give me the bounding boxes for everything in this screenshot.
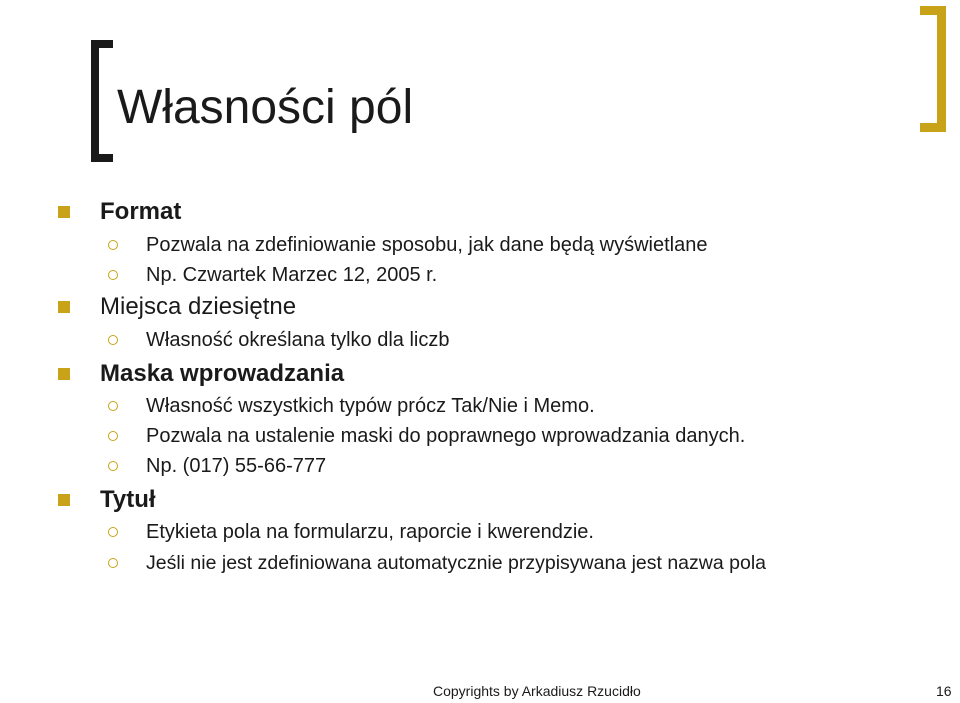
square-bullet-icon (58, 494, 70, 506)
subitem-text: Pozwala na ustalenie maski do poprawnego wprowadzania danych. (146, 425, 746, 447)
bullet-label: Tytuł (100, 486, 156, 513)
square-bullet-icon (58, 301, 70, 313)
subitem-text: Pozwala na zdefiniowanie sposobu, jak dane będą wyświetlane (146, 234, 708, 256)
ring-bullet-icon (108, 401, 118, 411)
ring-bullet-icon (108, 461, 118, 471)
right-bracket-decoration (920, 6, 946, 132)
ring-bullet-icon (108, 240, 118, 250)
ring-bullet-icon (108, 270, 118, 280)
square-bullet-icon (58, 206, 70, 218)
footer-copyright: Copyrights by Arkadiusz Rzucidło (433, 683, 641, 699)
square-bullet-icon (58, 368, 70, 380)
page-number: 16 (936, 683, 952, 699)
subitem-text: Np. Czwartek Marzec 12, 2005 r. (146, 264, 438, 286)
ring-bullet-icon (108, 335, 118, 345)
ring-bullet-icon (108, 558, 118, 568)
subitem-text: Własność określana tylko dla liczb (146, 329, 450, 351)
ring-bullet-icon (108, 527, 118, 537)
ring-bullet-icon (108, 431, 118, 441)
left-bracket-decoration (91, 40, 113, 162)
slide-title: Własności pól (117, 81, 414, 134)
subitem-text: Etykieta pola na formularzu, raporcie i kwerendzie. (146, 521, 594, 543)
subitem-text: Jeśli nie jest zdefiniowana automatycznie przypisywana jest nazwa pola (146, 552, 766, 574)
subitem-text: Własność wszystkich typów prócz Tak/Nie i Memo. (146, 395, 595, 417)
subitem-text: Np. (017) 55-66-777 (146, 455, 327, 477)
bullet-label: Format (100, 198, 182, 225)
bullet-label: Miejsca dziesiętne (100, 293, 297, 320)
bullet-label: Maska wprowadzania (100, 360, 345, 387)
